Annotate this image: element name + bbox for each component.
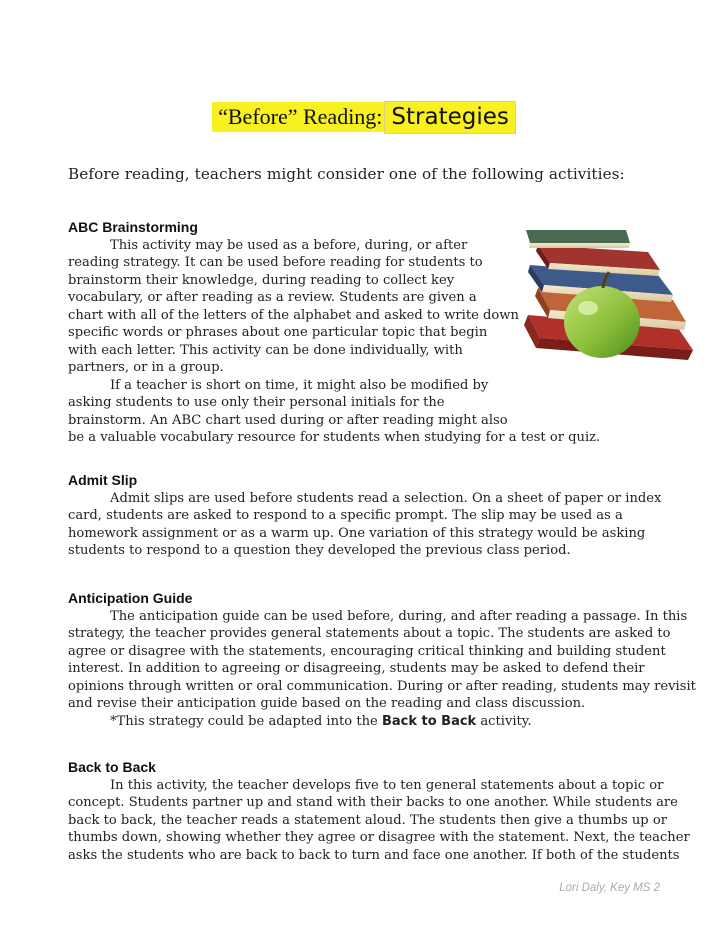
section-anticipation-guide: [68, 590, 696, 730]
body-line: homework assignment or as a warm up. One variation of this strategy would be asking: [68, 525, 646, 541]
strategy-note: [68, 713, 668, 730]
note-bold-term: Back to Back: [381, 713, 477, 729]
title-strategies-text: Strategies: [384, 101, 515, 134]
body-line: reading strategy. It can be used before reading for students to: [68, 255, 483, 271]
body-line: Admit slips are used before students read a selection. On a sheet of paper or index: [110, 491, 662, 506]
page-title: [0, 104, 728, 130]
note-suffix: activity.: [480, 713, 532, 729]
body-line: asks the students who are back to back to turn and face one another. If both of the students: [68, 847, 680, 863]
body-line: In this activity, the teacher develops five to ten general statements about a topic or: [110, 778, 664, 793]
section-heading: Admit Slip: [68, 472, 138, 488]
section-heading: ABC Brainstorming: [68, 219, 198, 235]
section-body: [68, 490, 668, 560]
intro-text: Before reading, teachers might consider one of the following activities:: [68, 165, 625, 183]
body-line: asking students to use only their personal initials for the: [68, 395, 445, 411]
section-heading: Anticipation Guide: [68, 590, 193, 606]
body-line: vocabulary, or after reading as a review. Students are given a: [68, 290, 477, 306]
title-before-text: “Before” Reading:: [212, 102, 384, 132]
section-admit-slip: [68, 472, 668, 560]
body-line: opinions through written or oral communication. During or after reading, students may revisit: [68, 678, 696, 694]
body-line: specific words or phrases about one particular topic that begin: [68, 325, 488, 341]
body-line: chart with all of the letters of the alphabet and asked to write down: [68, 307, 519, 323]
body-line: back to back, the teacher reads a statement aloud. The students then give a thumbs up or: [68, 812, 667, 828]
body-line: brainstorm. An ABC chart used during or after reading might also: [68, 412, 508, 428]
body-line: brainstorm their knowledge, during reading to collect key: [68, 272, 455, 288]
body-line: This activity may be used as a before, during, or after: [110, 238, 468, 253]
body-line: The anticipation guide can be used before, during, and after reading a passage. In this: [110, 609, 688, 624]
section-heading: Back to Back: [68, 759, 156, 775]
body-line: and revise their anticipation guide based on the reading and class discussion.: [68, 696, 586, 712]
body-line: interest. In addition to agreeing or disagreeing, students may be asked to defend their: [68, 661, 645, 677]
body-line: partners, or in a group.: [68, 360, 224, 376]
body-line: students to respond to a question they developed the previous class period.: [68, 543, 571, 559]
books-apple-image: [508, 210, 728, 430]
note-prefix: *This strategy could be adapted into the: [110, 713, 378, 729]
section-back-to-back: [68, 759, 690, 864]
body-line: with each letter. This activity can be done individually, with: [68, 342, 463, 358]
section-body: [68, 777, 690, 864]
section-body: [68, 608, 696, 730]
body-line: thumbs down, showing whether they agree or disagree with the statement. Next, the teacher: [68, 830, 690, 846]
body-line: concept. Students partner up and stand with their backs to one another. While students are: [68, 795, 678, 811]
body-line: card, students are asked to respond to a specific prompt. The slip may be used as a: [68, 508, 623, 524]
body-line: be a valuable vocabulary resource for students when studying for a test or quiz.: [68, 429, 601, 445]
body-line: If a teacher is short on time, it might also be modified by: [110, 377, 489, 393]
body-line: agree or disagree with the statements, encouraging critical thinking and building student: [68, 643, 666, 659]
page-footer: Lori Daly, Key MS 2: [559, 882, 660, 894]
body-line: strategy, the teacher provides general statements about a topic. The students are asked to: [68, 626, 671, 642]
